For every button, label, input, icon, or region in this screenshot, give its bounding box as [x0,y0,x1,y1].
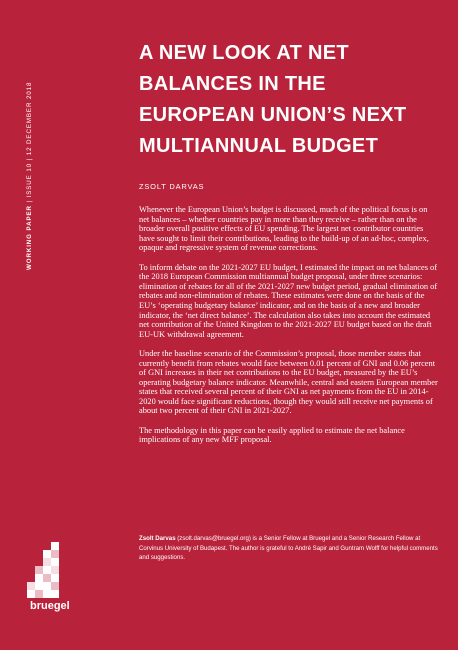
paragraph: To inform debate on the 2021-2027 EU budget, I estimated the impact on net balances of the 2018 European Commission multiannual budget proposal, under three scenarios: elimination of rebates for all of the 2021-2027 new budget period, gradual elimination of rebates and non-elimination of rebates. These estimates were done on the basis of the EU’s ‘operating budgetary balance’ indicator, and on the basis of a new and broader indicator, the ‘net direct balance’. The calculation also takes into account the estimated net contribution of the United Kingdom to the 2021-2027 EU budget based on the draft EU-UK withdrawal agreement. [139,262,438,339]
paragraph: Whenever the European Union’s budget is discussed, much of the political focus is on net balances – whether countries pay in more than they receive – rather than on the broader overall positive effects of EU spending. The largest net contributor countries have sought to limit their contributions, leading to the build-up of an ad-hoc, complex, opaque and regressive system of revenue corrections. [139,205,429,253]
abstract-body [139,205,439,454]
author-footnote [139,534,439,563]
paragraph: Under the baseline scenario of the Commission’s proposal, those member states that currently benefit from rebates would face between 0.01 percent of GNI and 0.06 percent of GNI increases in their net contributions to the EU budget, measured by the EU’s operating budgetary balance indicator. Meanwhile, central and eastern European member states that received several percent of their GNI as net payments from the EU in 2014-2020 would face significant reductions, though they would still receive net payments of about two percent of their GNI in 2021-2027. [139,348,438,416]
date-label: 12 DECEMBER 2018 [26,81,33,156]
separator: | [26,155,33,163]
series-label: WORKING PAPER [26,205,33,270]
separator: | [26,197,33,206]
page-title: A NEW LOOK AT NET BALANCES IN THE EUROPEAN UNION’S NEXT MULTIANNUAL BUDGET [139,42,407,157]
sidebar-label [26,82,33,270]
paragraph: The methodology in this paper can be easily applied to estimate the net balance implications of any new MFF proposal. [139,425,405,445]
logo-wordmark: bruegel [30,600,70,612]
author-name: ZSOLT DARVAS [139,182,205,191]
issue-label: ISSUE 10 [26,163,33,198]
footnote-author: Zsolt Darvas [139,535,176,542]
footnote-text: (zsolt.darvas@bruegel.org) is a Senior Fellow at Bruegel and a Senior Research Fellow at Corvinus University of Budapest. The author is grateful to André Sapir and Guntram Wolff for helpful comments and suggestions. [139,535,438,562]
